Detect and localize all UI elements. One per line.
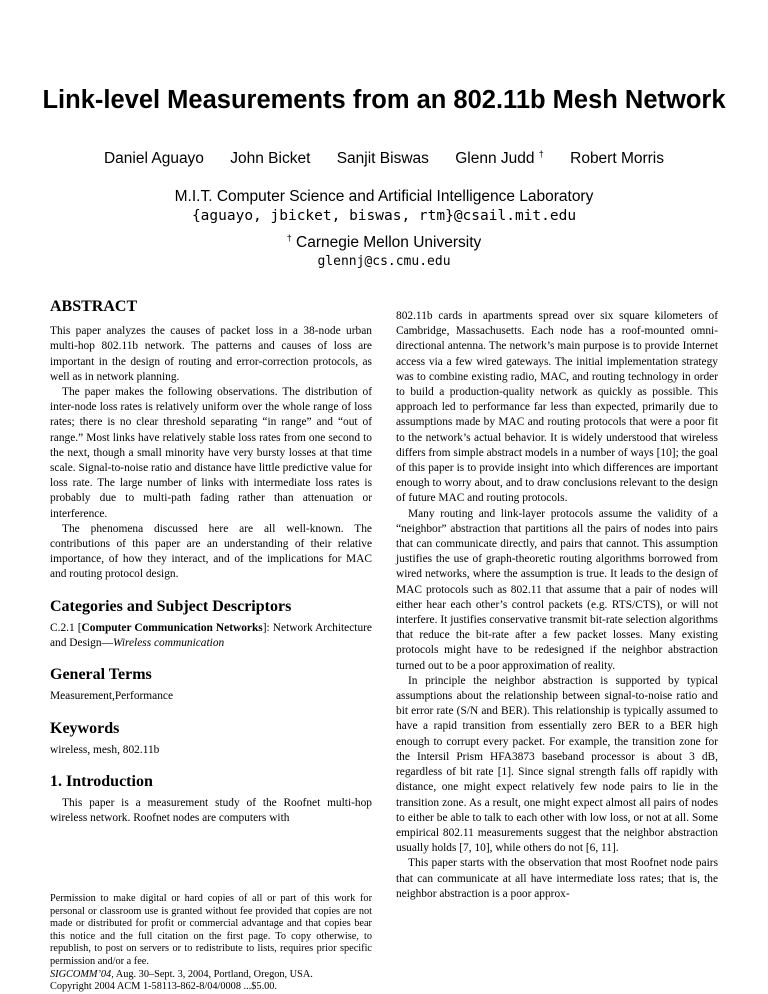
category-subject: Network Architecture and Design—	[50, 621, 372, 650]
general-terms-heading: General Terms	[50, 666, 152, 684]
affiliation-mit: M.I.T. Computer Science and Artificial Intelligence Laboratory	[174, 188, 594, 205]
paper-title: Link-level Measurements from an 802.11b Mesh Network	[42, 86, 726, 114]
author-name: Robert Morris	[570, 150, 665, 167]
venue-line	[50, 969, 372, 982]
category-name: Computer Communication Networks	[81, 621, 263, 634]
abstract-paragraph: This paper analyzes the causes of packet loss in a 38-node urban multi-hop 802.11b network. The patterns and causes of loss are important in the design of routing and error-correction protocols, as well as in network planning.	[50, 325, 372, 383]
right-column	[396, 309, 718, 902]
email-mit: {aguayo, jbicket, biswas, rtm}@csail.mit.edu	[191, 208, 577, 224]
permission-text: Permission to make digital or hard copies of all or part of this work for personal or classroom use is granted without fee provided that copies are not made or distributed for profit or commercial advantage and that copies bear this notice and the full citation on the first page. To copy otherwise, to republish, to post on servers or to redistribute to lists, requires prior specific permission and/or a fee.	[50, 893, 372, 967]
abstract-paragraph: The paper makes the following observations. The distribution of inter-node loss rates is relatively uniform over the whole range of loss rates; there is no clear threshold separating “in range” and “out of range.” Most links have relatively stable loss rates from one second to the next, though a small minority have very bursty losses at that time scale. Signal-to-noise ratio and distance have little predictive value for loss rate. The large number of links with intermediate loss rates is probably due to multi-path fading rather than attenuation or interference.	[50, 386, 372, 520]
category-code: C.2.1	[50, 621, 75, 634]
abstract-paragraph: The phenomena discussed here are all well-known. The contributions of this paper are an understanding of their relative importance, of how they interact, and of the implications for MAC and routing protocol design.	[50, 522, 372, 581]
affiliation-cmu-text: Carnegie Mellon University	[296, 234, 482, 251]
intro-paragraph: This paper starts with the observation that most Roofnet node pairs that can communicate at all have intermediate loss rates; that is, the neighbor abstraction is a poor approx-	[396, 857, 718, 900]
category-descriptor: Wireless communication	[112, 637, 225, 650]
author-name	[455, 150, 544, 167]
categories-heading: Categories and Subject Descriptors	[50, 597, 292, 615]
intro-paragraph: Many routing and link-layer protocols assume the validity of a “neighbor” abstraction that partitions all the pairs of nodes into pairs that can communicate directly, and pairs that cannot. This assumption justifies the use of graph-theoretic routing algorithms borrowed from wired networks, where the assumption is true. It leads to the design of MAC protocols such as 802.11 that assume that a pair of nodes will either hear each other’s control packets (e.g. RTS/CTS), or will not interfere. It justifies conservative transmit bit-rate selection algorithms that reduce the bit-rate after a few packet losses. Many existing protocols might have to be redesigned if the neighbor abstraction turned out to be a poor approximation of reality.	[396, 507, 718, 672]
affiliation-mark: †	[286, 233, 292, 243]
general-terms-text: Measurement,Performance	[50, 690, 174, 703]
categories-text: C.2.1 [Computer Communication Networks]: Network Architecture and Design—Wireless communication	[50, 621, 372, 650]
venue-details: Aug. 30–Sept. 3, 2004, Portland, Oregon, USA.	[115, 968, 313, 980]
copyright-footnote	[50, 893, 372, 994]
author-name: Daniel Aguayo	[103, 150, 204, 167]
abstract-heading: ABSTRACT	[50, 298, 138, 315]
keywords-text: wireless, mesh, 802.11b	[50, 743, 160, 756]
intro-paragraph: This paper is a measurement study of the Roofnet multi-hop wireless network. Roofnet nodes are computers with	[50, 797, 372, 825]
left-column	[50, 299, 372, 827]
venue-name: SIGCOMM’04,	[50, 968, 114, 980]
author-list	[0, 150, 768, 168]
intro-heading: 1. Introduction	[50, 773, 153, 791]
email-cmu: glennj@cs.cmu.edu	[317, 254, 451, 269]
author-name-text: Glenn Judd	[455, 150, 535, 167]
copyright-line: Copyright 2004 ACM 1-58113-862-8/04/0008 ...$5.00.	[50, 981, 278, 993]
author-name: Sanjit Biswas	[336, 150, 429, 167]
affiliation-cmu	[0, 234, 768, 252]
affiliation-mark: †	[538, 149, 544, 159]
keywords-heading: Keywords	[50, 719, 120, 737]
intro-paragraph: 802.11b cards in apartments spread over six square kilometers of Cambridge, Massachusetts. Each node has a roof-mounted omni-directional antenna. The network’s main purpose is to provide Internet access via a few wired gateways. The initial implementation strategy was to combine existing radio, MAC, and routing technology in order to build a production-quality network as quickly as possible. This approach led to performance far less than expected, primarily due to assumptions made by MAC and routing protocols that were a poor fit to the network’s actual behavior. It is widely understood that wireless differs from simple abstract models in a number of ways [10]; the goal of this paper is to provide insight into which differences are important enough to worry about, and to draw conclusions relevant to the design of future MAC and routing protocols.	[396, 310, 718, 505]
intro-paragraph: In principle the neighbor abstraction is supported by typical assumptions about the relationship between signal-to-noise ratio and bit error rate (S/N and BER). This relationship is typically assumed to have a rapid transition from essentially zero BER to a BER high enough to corrupt every packet. For example, the transition zone for the Intersil Prism HFA3873 baseband processor is about 3 dB, regardless of bit rate [1]. Since signal strength falls off rapidly with distance, one might expect relatively few node pairs to lie in the transition zone. As a result, one might expect almost all pairs of nodes to either be able to talk to each other with low loss, or not at all. Some empirical 802.11 measurements suggest that the neighbor abstraction usually holds [7, 10], while others do not [6, 11].	[396, 674, 718, 855]
author-name: John Bicket	[230, 150, 311, 167]
